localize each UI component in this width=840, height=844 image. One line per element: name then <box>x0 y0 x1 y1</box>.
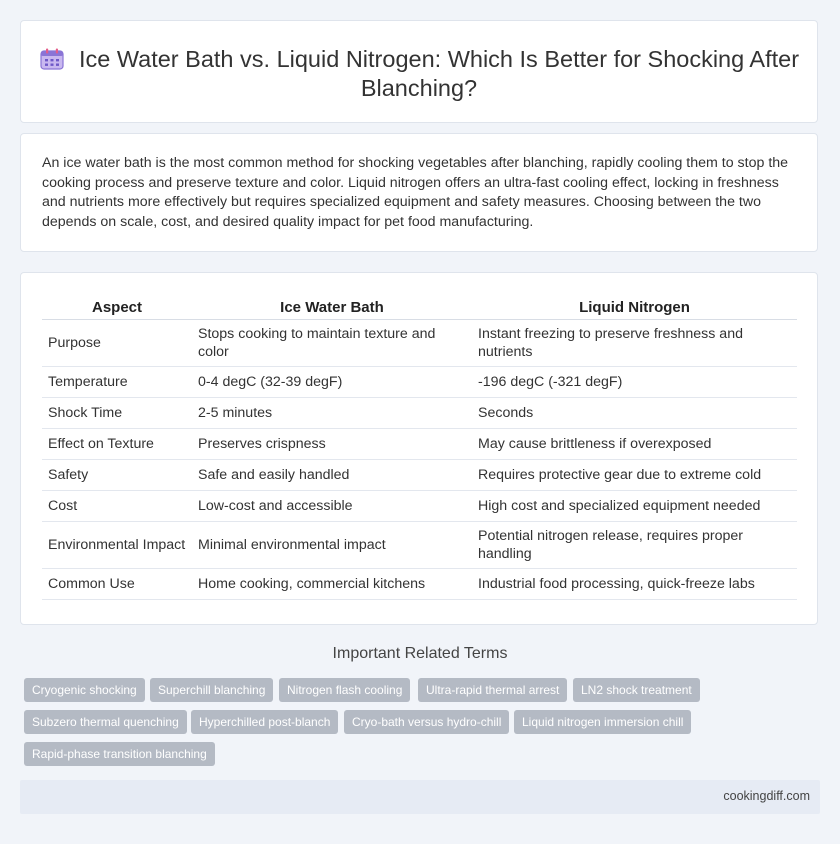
row-aspect: Temperature <box>42 367 192 398</box>
row-ice-water-value: Home cooking, commercial kitchens <box>192 569 472 600</box>
row-ice-water-value: Preserves crispness <box>192 429 472 460</box>
table-row <box>42 367 797 398</box>
row-liquid-nitrogen-value: Instant freezing to preserve freshness and nutrients <box>472 320 797 367</box>
tag-cryo-bath-versus-hydro-chill[interactable]: Cryo-bath versus hydro-chill <box>344 710 509 734</box>
tag-ultra-rapid-thermal-arrest[interactable]: Ultra-rapid thermal arrest <box>418 678 567 702</box>
table-row <box>42 460 797 491</box>
footer-site-link[interactable]: cookingdiff.com <box>723 789 810 803</box>
row-ice-water-value: Low-cost and accessible <box>192 491 472 522</box>
page-title: Ice Water Bath vs. Liquid Nitrogen: Which Is Better for Shocking After Blanching? <box>78 46 800 101</box>
table-header-row <box>42 295 797 320</box>
header-aspect: Aspect <box>42 295 192 320</box>
row-aspect: Environmental Impact <box>42 522 192 569</box>
row-aspect: Shock Time <box>42 398 192 429</box>
row-liquid-nitrogen-value: Industrial food processing, quick-freeze labs <box>472 569 797 600</box>
header-liquid-nitrogen: Liquid Nitrogen <box>472 295 797 320</box>
title-card <box>20 20 818 123</box>
comparison-table <box>42 295 797 600</box>
comparison-card <box>20 272 818 625</box>
tag-subzero-thermal-quenching[interactable]: Subzero thermal quenching <box>24 710 187 734</box>
tag-rapid-phase-transition-blanching[interactable]: Rapid-phase transition blanching <box>24 742 215 766</box>
page-title-wrap <box>21 45 817 103</box>
table-row <box>42 320 797 367</box>
row-liquid-nitrogen-value: High cost and specialized equipment needed <box>472 491 797 522</box>
tag-hyperchilled-post-blanch[interactable]: Hyperchilled post-blanch <box>191 710 338 734</box>
tag-liquid-nitrogen-immersion-chill[interactable]: Liquid nitrogen immersion chill <box>514 710 691 734</box>
row-aspect: Effect on Texture <box>42 429 192 460</box>
intro-card <box>20 133 818 252</box>
row-aspect: Purpose <box>42 320 192 367</box>
table-row <box>42 491 797 522</box>
table-row <box>42 429 797 460</box>
row-liquid-nitrogen-value: Requires protective gear due to extreme cold <box>472 460 797 491</box>
row-ice-water-value: Stops cooking to maintain texture and color <box>192 320 472 367</box>
row-ice-water-value: Minimal environmental impact <box>192 522 472 569</box>
tag-nitrogen-flash-cooling[interactable]: Nitrogen flash cooling <box>279 678 410 702</box>
intro-paragraph: An ice water bath is the most common method for shocking vegetables after blanching, rapidly cooling them to stop the cooking process and preserve texture and color. Liquid nitrogen offers an ultra-fast cooling effect, locking in freshness and nutrients more effectively but requires specialized equipment and safety measures. Choosing between the two depends on scale, cost, and desired quality impact for pet food manufacturing. <box>42 155 789 230</box>
row-liquid-nitrogen-value: Seconds <box>472 398 797 429</box>
header-ice-water-bath: Ice Water Bath <box>192 295 472 320</box>
row-aspect: Cost <box>42 491 192 522</box>
table-row <box>42 398 797 429</box>
tag-superchill-blanching[interactable]: Superchill blanching <box>150 678 273 702</box>
row-ice-water-value: 2-5 minutes <box>192 398 472 429</box>
footer <box>20 780 820 814</box>
related-terms-title: Important Related Terms <box>332 645 508 662</box>
calendar-icon <box>39 48 65 70</box>
tag-cryogenic-shocking[interactable]: Cryogenic shocking <box>24 678 145 702</box>
row-liquid-nitrogen-value: Potential nitrogen release, requires proper handling <box>472 522 797 569</box>
table-row <box>42 522 797 569</box>
row-ice-water-value: Safe and easily handled <box>192 460 472 491</box>
table-row <box>42 569 797 600</box>
row-aspect: Common Use <box>42 569 192 600</box>
row-ice-water-value: 0-4 degC (32-39 degF) <box>192 367 472 398</box>
row-liquid-nitrogen-value: -196 degC (-321 degF) <box>472 367 797 398</box>
row-liquid-nitrogen-value: May cause brittleness if overexposed <box>472 429 797 460</box>
tag-ln2-shock-treatment[interactable]: LN2 shock treatment <box>573 678 700 702</box>
row-aspect: Safety <box>42 460 192 491</box>
